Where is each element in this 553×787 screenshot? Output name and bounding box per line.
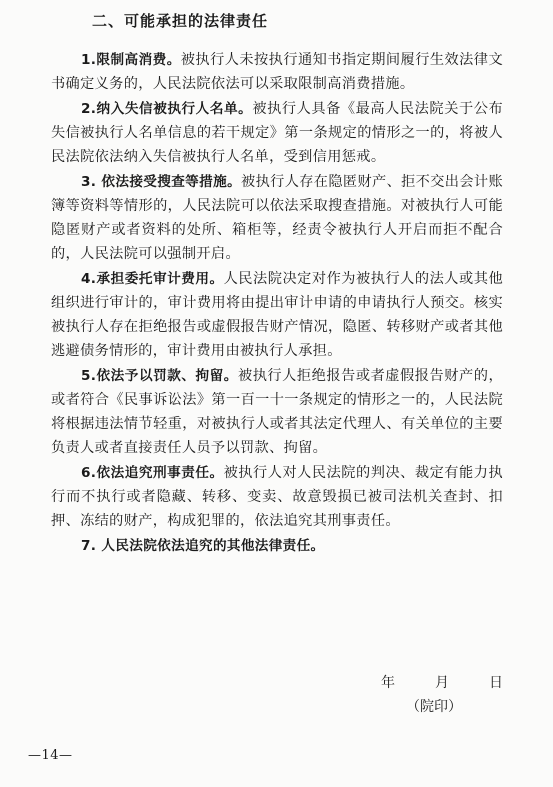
item-lead: 3. 依法接受搜查等措施。: [81, 174, 242, 190]
liability-item-4: [51, 267, 503, 363]
liability-item-1: [51, 48, 503, 96]
liability-item-6: [51, 461, 503, 533]
item-lead: 4.承担委托审计费用。: [81, 271, 224, 287]
court-seal-label: （院印）: [406, 699, 462, 715]
item-lead: 5.依法予以罚款、拘留。: [81, 368, 238, 384]
item-body: 被执行人未按执行通知书指定期间履行生效法律文书确定义务的，人民法院依法可以采取限制高消费措施。: [51, 52, 503, 92]
liability-item-3: [51, 170, 503, 266]
item-body: 被执行人具备《最高人民法院关于公布失信被执行人名单信息的若干规定》第一条规定的情形之一的，将被人民法院依法纳入失信被执行人名单，受到信用惩戒。: [51, 101, 504, 165]
date-line: [381, 672, 503, 692]
page-number: —14—: [28, 748, 73, 763]
item-lead: 6.依法追究刑事责任。: [81, 465, 224, 481]
date-year: 年: [381, 675, 395, 691]
section-heading: 二、可能承担的法律责任: [92, 12, 269, 30]
liability-item-5: [51, 364, 503, 460]
item-body: 被执行人拒绝报告或者虚假报告财产的，或者符合《民事诉讼法》第一百一十一条规定的情形之一的，人民法院将根据违法情节轻重，对被执行人或者其法定代理人、有关单位的主要负责人或者直接责任人员予以罚款、拘留。: [51, 368, 503, 456]
liability-list: [51, 48, 503, 559]
item-body: 人民法院决定对作为被执行人的法人或其他组织进行审计的，审计费用将由提出审计申请的申请执行人预交。核实被执行人存在拒绝报告或虚假报告财产情况，隐匿、转移财产或者其他逃避债务情形的，审计费用由被执行人承担。: [51, 271, 503, 359]
item-body: 被执行人存在隐匿财产、拒不交出会计账簿等资料等情形的，人民法院可以依法采取搜查措施。对被执行人可能隐匿财产或者资料的处所、箱柜等，经责令被执行人开启而拒不配合的，人民法院可以强制开启。: [51, 174, 503, 262]
date-day: 日: [489, 675, 503, 691]
item-lead: 2.纳入失信被执行人名单。: [81, 101, 253, 117]
date-month: 月: [435, 675, 449, 691]
liability-item-2: [51, 97, 503, 169]
item-lead: 7. 人民法院依法追究的其他法律责任。: [81, 538, 325, 554]
liability-item-7: [51, 534, 503, 558]
item-body: 被执行人对人民法院的判决、裁定有能力执行而不执行或者隐藏、转移、变卖、故意毁损已被司法机关查封、扣押、冻结的财产，构成犯罪的，依法追究其刑事责任。: [51, 465, 503, 529]
item-lead: 1.限制高消费。: [81, 52, 181, 68]
